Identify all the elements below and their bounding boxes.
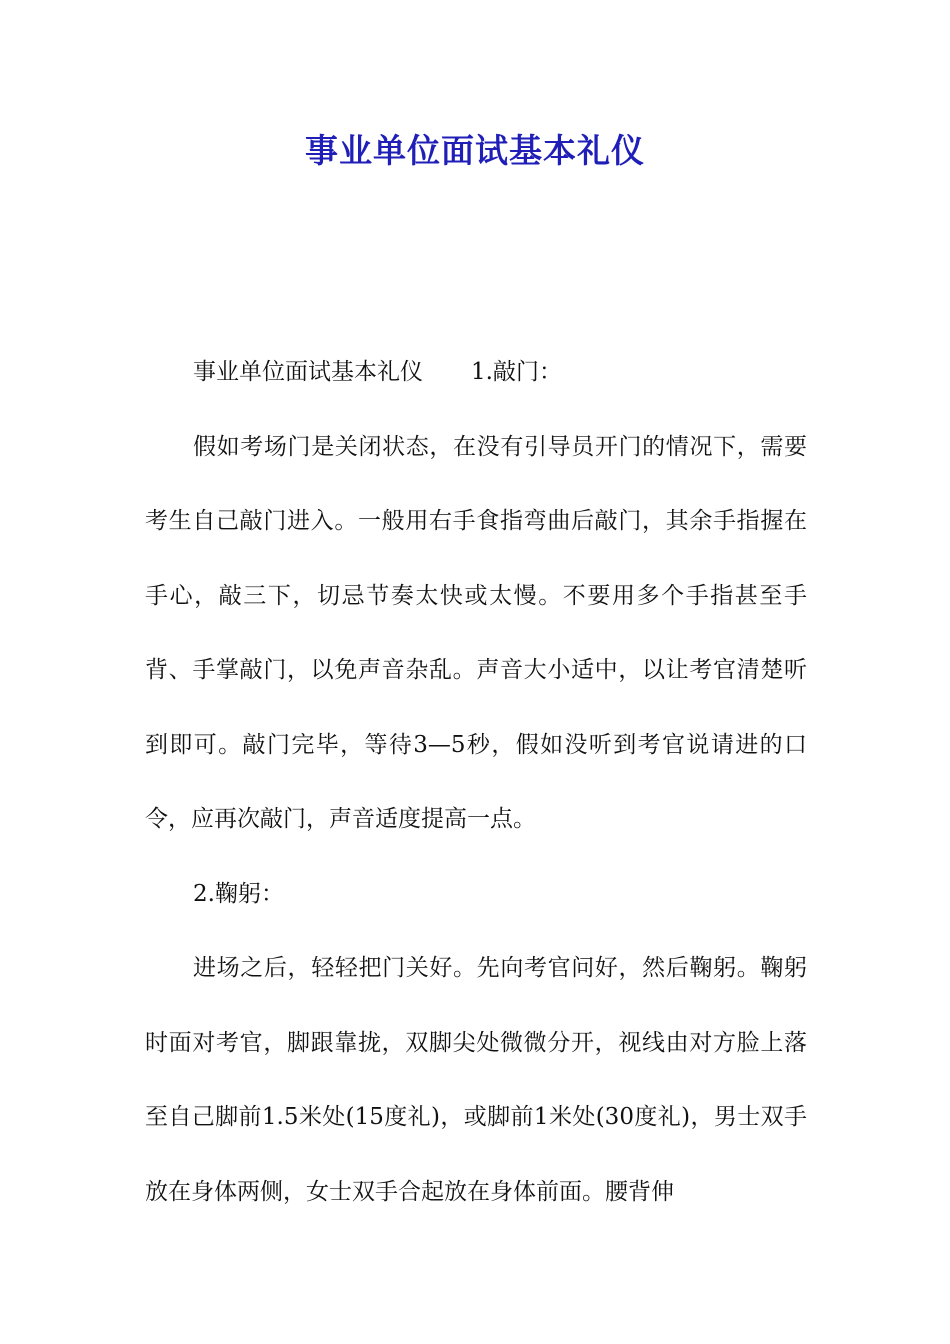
paragraph-3: 2.鞠躬： — [193, 880, 284, 907]
document-body — [145, 335, 807, 1229]
paragraph-1 — [145, 335, 807, 410]
paragraph-1-lead: 事业单位面试基本礼仪 — [193, 359, 423, 385]
paragraph-1-text: 1.敲门： — [471, 359, 562, 385]
paragraph-2: 假如考场门是关闭状态，在没有引导员开门的情况下，需要考生自己敲门进入。一般用右手食指弯曲后敲门，其余手指握在手心，敲三下，切忌节奏太快或太慢。不要用多个手指甚至手背、手掌敲门，以免声音杂乱。声音大小适中，以让考官清楚听到即可。敲门完毕，等待3—5秒，假如没听到考官说请进的口令，应再次敲门，声音适度提高一点。 — [145, 433, 807, 832]
document-title: 事业单位面试基本礼仪 — [305, 131, 645, 170]
paragraph-4: 进场之后，轻轻把门关好。先向考官问好，然后鞠躬。鞠躬时面对考官，脚跟靠拢，双脚尖处微微分开，视线由对方脸上落至自己脚前1.5米处(15度礼)，或脚前1米处(30度礼)，男士双手放在身体两侧，女士双手合起放在身体前面。腰背伸 — [145, 955, 807, 1205]
